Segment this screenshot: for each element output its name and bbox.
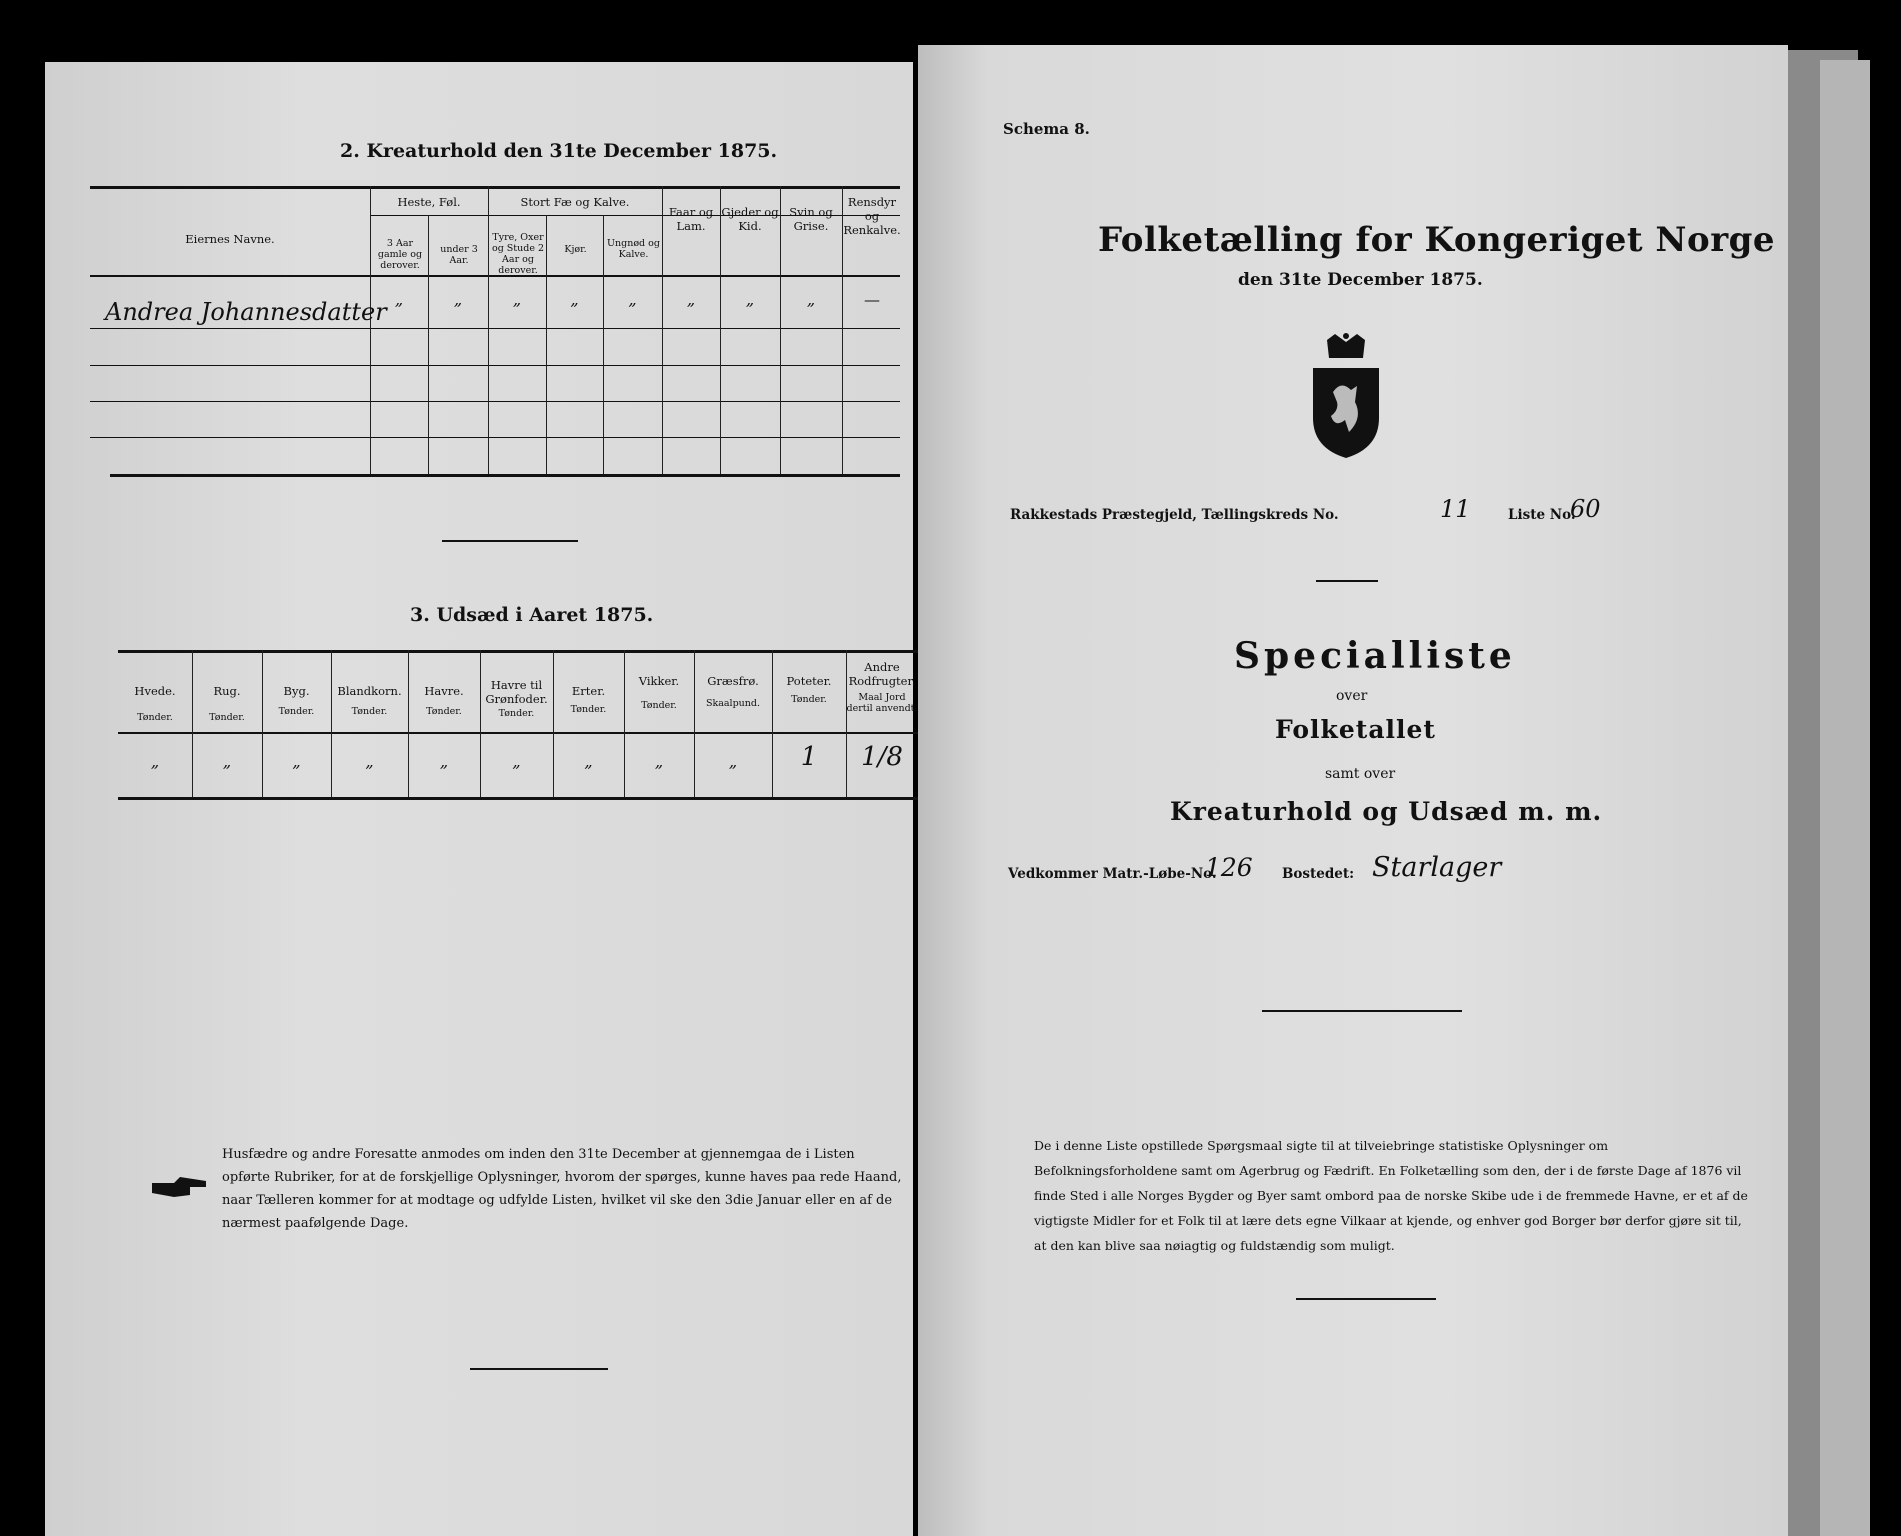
- heste-header: Heste, Føl.: [397, 195, 461, 209]
- divider: [442, 540, 578, 542]
- livestock-value: „: [570, 290, 579, 309]
- pointing-hand-icon: [150, 1175, 210, 1201]
- census-date: den 31te December 1875.: [1238, 270, 1483, 290]
- livestock-value: „: [745, 290, 755, 309]
- coat-of-arms: [1305, 332, 1387, 460]
- crop-unit: Tønder.: [570, 704, 607, 715]
- crop-value: 1: [800, 742, 818, 772]
- owner-name-header: Eiernes Navne.: [185, 232, 275, 246]
- crop-header-erter: Erter.: [571, 684, 606, 698]
- samt-over-text: samt over: [1325, 766, 1396, 782]
- liste-number: 60: [1570, 495, 1601, 523]
- stort-fae-header: Stort Fæ og Kalve.: [520, 195, 630, 209]
- liste-label: Liste No.: [1508, 507, 1576, 523]
- instructions-note: Husfædre og andre Foresatte anmodes om inden den 31te December at gjennemgaa de i Listen opførte Rubriker, for at de forskjellige Oplysninger, hvorom der spørges, kunne haves paa rede Haand, naar Tælleren kommer for at modtage og udfylde Listen, hvilket vil ske den 3die Januar eller en af de nærmest paafølgende Dage.: [222, 1147, 902, 1231]
- crop-unit: Tønder.: [641, 700, 677, 711]
- crop-value: „: [584, 752, 593, 771]
- divider: [470, 1368, 608, 1370]
- crop-header-havre: Havre.: [424, 684, 464, 698]
- fae-sub3-header: Ungnød og Kalve.: [607, 238, 660, 260]
- crop-unit: Tønder.: [278, 706, 315, 717]
- crop-header-rug: Rug.: [213, 684, 241, 698]
- gjeder-header: Gjeder og Kid.: [721, 205, 779, 233]
- over-text: over: [1336, 688, 1368, 704]
- crop-unit: Skaalpund.: [705, 698, 761, 709]
- crop-value: „: [150, 752, 160, 771]
- livestock-value: „: [806, 290, 816, 309]
- page-edge: [1820, 60, 1870, 1536]
- parish-label: Rakkestads Præstegjeld, Tællingskreds No.: [1010, 507, 1339, 523]
- divider: [1296, 1298, 1436, 1300]
- svin-header: Svin og Grise.: [789, 205, 833, 233]
- livestock-value: „: [453, 290, 463, 309]
- owner-name-entry: Andrea Johannesdatter: [105, 298, 387, 326]
- crop-header-graesfro: Græsfrø.: [707, 674, 759, 688]
- section2-title: 2. Kreaturhold den 31te December 1875.: [340, 140, 778, 162]
- livestock-value: „: [686, 290, 696, 309]
- crop-value: „: [512, 752, 521, 771]
- census-purpose-paragraph: De i denne Liste opstillede Spørgsmaal sigte til at tilveiebringe statistiske Oplysninger om Befolkningsforholdene samt om Agerbrug og Fædrift. En Folketælling som den, der i de første Dage af 1876 vil finde Sted i alle Norges Bygder og Byer samt ombord paa de norske Skibe ude i de fremmede Havne, er et af de vigtigste Midler for et Folk til at lære dets egne Vilkaar at kjende, og enhver god Borger bør derfor gjøre sit til, at den kan blive saa nøiagtig og fuldstændig som muligt.: [1034, 1138, 1748, 1253]
- crop-header-byg: Byg.: [283, 684, 310, 698]
- schema-label: Schema 8.: [1003, 120, 1090, 138]
- livestock-value: „: [512, 290, 522, 309]
- matr-label: Vedkommer Matr.-Løbe-No.: [1008, 866, 1217, 882]
- kreds-number: 11: [1440, 495, 1471, 523]
- fae-sub2-header: Kjør.: [564, 244, 587, 255]
- livestock-value: „: [628, 290, 637, 309]
- bostedet-label: Bostedet:: [1282, 866, 1355, 882]
- crop-header-hvede: Hvede.: [134, 684, 176, 698]
- heste-sub1-header: 3 Aar gamle og derover.: [377, 238, 423, 271]
- right-page: [918, 45, 1788, 1536]
- livestock-value: —: [864, 290, 880, 309]
- crop-value: „: [222, 752, 232, 771]
- crop-unit: Tønder.: [791, 694, 827, 705]
- section3-title: 3. Udsæd i Aaret 1875.: [410, 604, 654, 626]
- matr-number: 126: [1205, 853, 1253, 882]
- livestock-value: „: [394, 290, 404, 309]
- crop-value: „: [365, 752, 374, 771]
- divider: [1316, 580, 1378, 582]
- crop-header-rodfrugter: Andre Rodfrugter.: [848, 660, 916, 688]
- crop-unit: Tønder.: [351, 706, 388, 717]
- crop-unit: Tønder.: [498, 708, 535, 719]
- crop-value: „: [439, 752, 449, 771]
- divider: [1262, 1010, 1462, 1012]
- crop-header-poteter: Poteter.: [786, 674, 832, 688]
- bostedet-value: Starlager: [1372, 852, 1502, 883]
- heste-sub2-header: under 3 Aar.: [440, 244, 478, 266]
- crop-value: „: [292, 752, 301, 771]
- crop-value: 1/8: [861, 742, 903, 772]
- crop-header-vikker: Vikker.: [638, 674, 680, 688]
- crop-unit: Maal Jord dertil anvendt.: [846, 692, 918, 714]
- crop-header-gronfoder: Havre til Grønfoder.: [485, 678, 548, 706]
- specialliste-title: Specialliste: [1234, 635, 1516, 677]
- rensdyr-header: Rensdyr og Renkalve.: [843, 195, 901, 237]
- kreaturhold-text: Kreaturhold og Udsæd m. m.: [1170, 797, 1603, 826]
- crop-value: „: [654, 752, 664, 771]
- crop-value: „: [728, 752, 738, 771]
- crop-header-blandkorn: Blandkorn.: [337, 684, 402, 698]
- crop-unit: Tønder.: [426, 706, 462, 717]
- folketallet-text: Folketallet: [1275, 715, 1436, 744]
- crop-unit: Tønder.: [137, 712, 173, 723]
- census-title: Folketælling for Kongeriget Norge: [1098, 220, 1776, 260]
- faar-header: Faar og Lam.: [668, 205, 714, 233]
- crop-unit: Tønder.: [209, 712, 245, 723]
- fae-sub1-header: Tyre, Oxer og Stude 2 Aar og derover.: [491, 232, 545, 276]
